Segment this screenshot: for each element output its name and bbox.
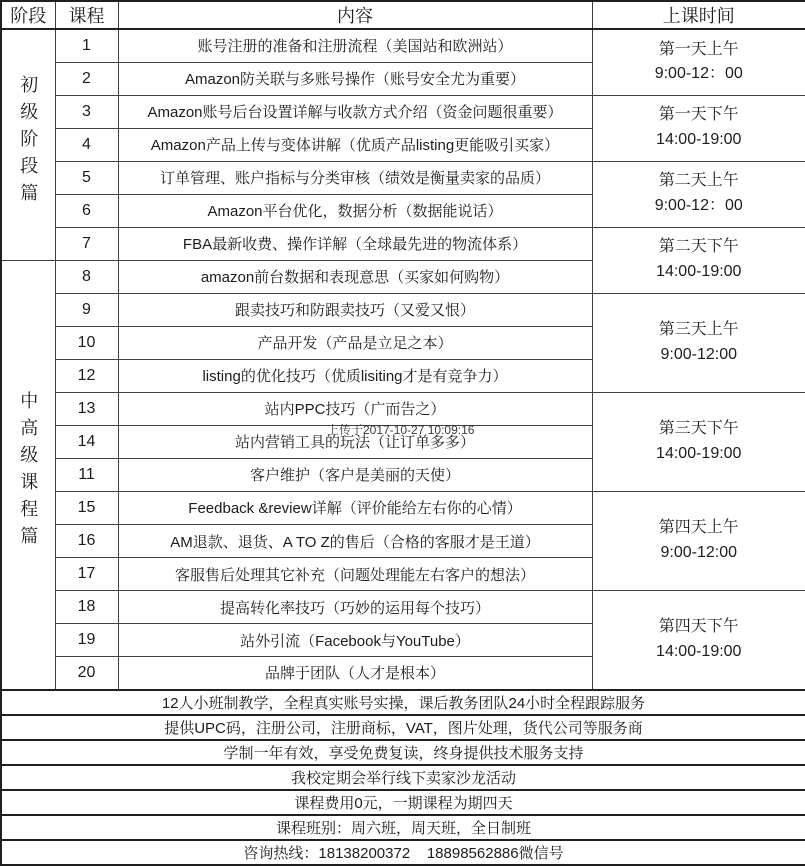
stage-label: 初级阶段篇 [18, 74, 39, 210]
course-content: 跟卖技巧和防跟卖技巧（又爱又恨） [118, 293, 592, 326]
course-content: 品牌于团队（人才是根本） [118, 657, 592, 690]
time-hours: 14:00-19:00 [656, 131, 742, 149]
course-content: 客户维护（客户是美丽的天使） [118, 458, 592, 491]
course-content: FBA最新收费、操作详解（全球最先进的物流体系） [118, 227, 592, 260]
course-number: 6 [55, 194, 118, 227]
footer-row [1, 790, 805, 815]
course-content: 提高转化率技巧（巧妙的运用每个技巧） [118, 591, 592, 624]
header-row [1, 1, 805, 29]
time-day: 第一天下午 [658, 106, 739, 124]
time-slot [592, 293, 805, 392]
time-hours: 9:00-12:00 [660, 544, 737, 562]
course-number: 11 [55, 458, 118, 491]
course-content: 订单管理、账户指标与分类审核（绩效是衡量卖家的品质） [118, 161, 592, 194]
course-number: 20 [55, 657, 118, 690]
course-row [1, 491, 805, 524]
header-cell-content: 内容 [118, 1, 592, 29]
footer-note-hotline: 咨询热线：18138200372 18898562886微信号 [1, 840, 805, 865]
stage-cell-beginner [1, 29, 55, 260]
footer-row [1, 690, 805, 715]
footer-row [1, 840, 805, 865]
course-number: 16 [55, 525, 118, 558]
course-number: 1 [55, 29, 118, 62]
course-content: Amazon平台优化，数据分析（数据能说话） [118, 194, 592, 227]
time-day: 第二天下午 [658, 238, 739, 256]
course-content: Amazon账号后台设置详解与收款方式介绍（资金问题很重要） [118, 95, 592, 128]
time-slot [592, 95, 805, 161]
course-content: 站内营销工具的玩法（让订单多多） [118, 425, 592, 458]
course-content: Feedback &review详解（评价能给左右你的心情） [118, 491, 592, 524]
course-number: 9 [55, 293, 118, 326]
time-day: 第三天上午 [658, 321, 739, 339]
course-content: 账号注册的准备和注册流程（美国站和欧洲站） [118, 29, 592, 62]
footer-note-validity: 学制一年有效，享受免费复读，终身提供技术服务支持 [1, 740, 805, 765]
time-day: 第二天上午 [658, 172, 739, 190]
course-number: 7 [55, 227, 118, 260]
stage-label: 中高级课程篇 [18, 391, 39, 554]
course-row [1, 227, 805, 260]
course-number: 12 [55, 359, 118, 392]
course-content: 产品开发（产品是立足之本） [118, 326, 592, 359]
course-row [1, 591, 805, 624]
footer-note-services: 提供UPC码，注册公司，注册商标，VAT，图片处理，货代公司等服务商 [1, 715, 805, 740]
footer-row [1, 740, 805, 765]
footer-row [1, 815, 805, 840]
time-hours: 9:00-12:00 [660, 345, 737, 363]
course-number: 19 [55, 624, 118, 657]
time-hours: 14:00-19:00 [656, 642, 742, 660]
time-day: 第三天下午 [658, 420, 739, 438]
header-cell-time: 上课时间 [592, 1, 805, 29]
time-slot [592, 591, 805, 690]
course-number: 18 [55, 591, 118, 624]
course-row [1, 95, 805, 128]
course-number: 4 [55, 128, 118, 161]
course-content: 站外引流（Facebook与YouTube） [118, 624, 592, 657]
course-row [1, 293, 805, 326]
course-content: 客服售后处理其它补充（问题处理能左右客户的想法） [118, 558, 592, 591]
time-hours: 9:00-12：00 [654, 197, 743, 215]
time-slot [592, 491, 805, 590]
course-number: 17 [55, 558, 118, 591]
time-hours: 14:00-19:00 [656, 444, 742, 462]
time-day: 第四天上午 [658, 519, 739, 537]
course-row [1, 161, 805, 194]
course-number: 8 [55, 260, 118, 293]
course-row [1, 29, 805, 62]
footer-row [1, 715, 805, 740]
course-number: 14 [55, 425, 118, 458]
time-slot [592, 29, 805, 95]
footer-row [1, 765, 805, 790]
course-number: 2 [55, 62, 118, 95]
footer-note-fee: 课程费用0元，一期课程为期四天 [1, 790, 805, 815]
course-number: 3 [55, 95, 118, 128]
time-hours: 14:00-19:00 [656, 263, 742, 281]
course-content: Amazon产品上传与变体讲解（优质产品listing更能吸引买家） [118, 128, 592, 161]
time-hours: 9:00-12：00 [654, 65, 743, 83]
course-content: 站内PPC技巧（广而告之） [118, 392, 592, 425]
upload-timestamp-watermark: 上传于2017-10-27 10:09:16 [327, 423, 475, 437]
course-row [1, 392, 805, 425]
stage-cell-advanced [1, 260, 55, 689]
footer-note-teaching: 12人小班制教学，全程真实账号实操，课后教务团队24小时全程跟踪服务 [1, 690, 805, 715]
header-cell-stage: 阶段 [1, 1, 55, 29]
course-number: 13 [55, 392, 118, 425]
course-content: AM退款、退货、A TO Z的售后（合格的客服才是王道） [118, 525, 592, 558]
course-number: 15 [55, 491, 118, 524]
header-cell-course: 课程 [55, 1, 118, 29]
footer-note-class-types: 课程班别：周六班，周天班，全日制班 [1, 815, 805, 840]
course-content: amazon前台数据和表现意思（买家如何购物） [118, 260, 592, 293]
footer-note-salon: 我校定期会举行线下卖家沙龙活动 [1, 765, 805, 790]
time-slot [592, 392, 805, 491]
course-content: listing的优化技巧（优质lisiting才是有竞争力） [118, 359, 592, 392]
time-slot [592, 161, 805, 227]
time-day: 第一天上午 [658, 40, 739, 58]
time-slot [592, 227, 805, 293]
course-number: 10 [55, 326, 118, 359]
course-content: Amazon防关联与多账号操作（账号安全尤为重要） [118, 62, 592, 95]
time-day: 第四天下午 [658, 618, 739, 636]
course-number: 5 [55, 161, 118, 194]
